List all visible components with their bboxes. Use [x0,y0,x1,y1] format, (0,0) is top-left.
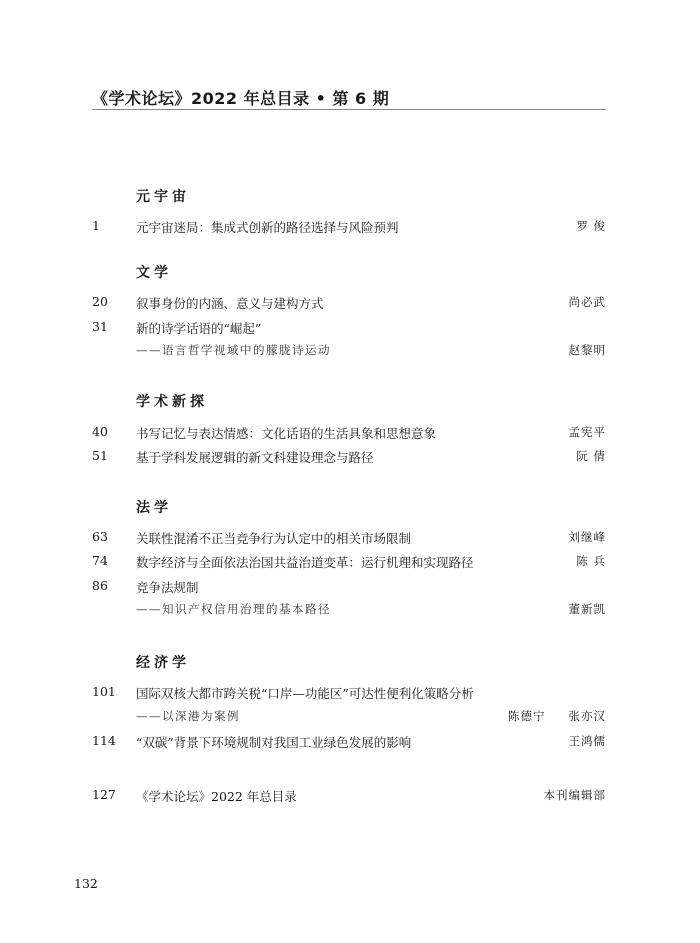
entry-title: 竞争法规制 [136,580,199,595]
entry-title: 叙事身份的内涵、意义与建构方式 [136,296,324,311]
entry-author: 罗 俊 [576,219,606,233]
entry-title: 数字经济与全面依法治国共益治道变革：运行机理和实现路径 [136,555,474,570]
toc-entry-subtitle-row [0,708,700,726]
entry-coauthor: 陈德宁 [508,709,546,723]
page-folio-number: 132 [74,876,98,891]
entry-author: 孟宪平 [568,425,606,439]
entry-author: 本刊编辑部 [543,788,606,802]
entry-title: 《学术论坛》2022 年总目录 [136,789,297,804]
section-heading: 经济学 [136,655,190,671]
toc-entry-subtitle-row [0,342,700,360]
toc-entry-subtitle-row [0,601,700,619]
toc-entry [0,448,700,466]
entry-subtitle: ——知识产权信用治理的基本路径 [136,602,331,616]
entry-title: 国际双核大都市跨关税“口岸—功能区”可达性便利化策略分析 [136,686,474,701]
toc-entry [0,733,700,751]
toc-entry [0,578,700,596]
entry-author: 赵黎明 [568,343,606,357]
entry-author: 尚必武 [568,295,606,309]
section-heading: 学术新探 [136,394,208,410]
entry-author: 刘继峰 [568,530,606,544]
entry-title: 基于学科发展逻辑的新文科建设理念与路径 [136,450,374,465]
entry-subtitle: ——以深港为案例 [136,709,240,723]
entry-author: 阮 倩 [576,449,606,463]
entry-page-number: 40 [92,424,108,439]
entry-author: 王鸿儒 [568,734,606,748]
entry-page-number: 86 [92,578,108,593]
toc-entry [0,553,700,571]
entry-page-number: 51 [92,448,108,463]
section-heading: 文学 [136,265,172,281]
section-heading: 法学 [136,500,172,516]
entry-title: “双碳”背景下环境规制对我国工业绿色发展的影响 [136,735,412,750]
entry-page-number: 1 [92,218,100,233]
entry-page-number: 74 [92,553,108,568]
toc-entry [0,218,700,236]
entry-page-number: 101 [92,684,116,699]
entry-page-number: 114 [92,733,116,748]
toc-entry [0,319,700,337]
entry-page-number: 20 [92,294,108,309]
entry-title: 书写记忆与表达情感：文化话语的生活具象和思想意象 [136,426,437,441]
toc-entry [0,294,700,312]
entry-subtitle: ——语言哲学视域中的朦胧诗运动 [136,343,331,357]
header-rule [92,109,606,110]
toc-entry [0,684,700,702]
entry-title: 元宇宙迷局：集成式创新的路径选择与风险预判 [136,220,399,235]
toc-entry-closing [0,787,700,805]
entry-page-number: 63 [92,529,108,544]
entry-author: 陈 兵 [576,554,606,568]
entry-title: 新的诗学话语的“崛起” [136,321,262,336]
entry-page-number: 127 [92,787,116,802]
entry-author: 董新凯 [568,602,606,616]
entry-title: 关联性混淆不正当竞争行为认定中的相关市场限制 [136,531,412,546]
toc-entry [0,529,700,547]
page-header-title: 《学术论坛》2022 年总目录 • 第 6 期 [92,89,390,108]
toc-entry [0,424,700,442]
entry-author: 张亦汉 [568,709,606,723]
entry-page-number: 31 [92,319,108,334]
section-heading: 元宇宙 [136,189,190,205]
